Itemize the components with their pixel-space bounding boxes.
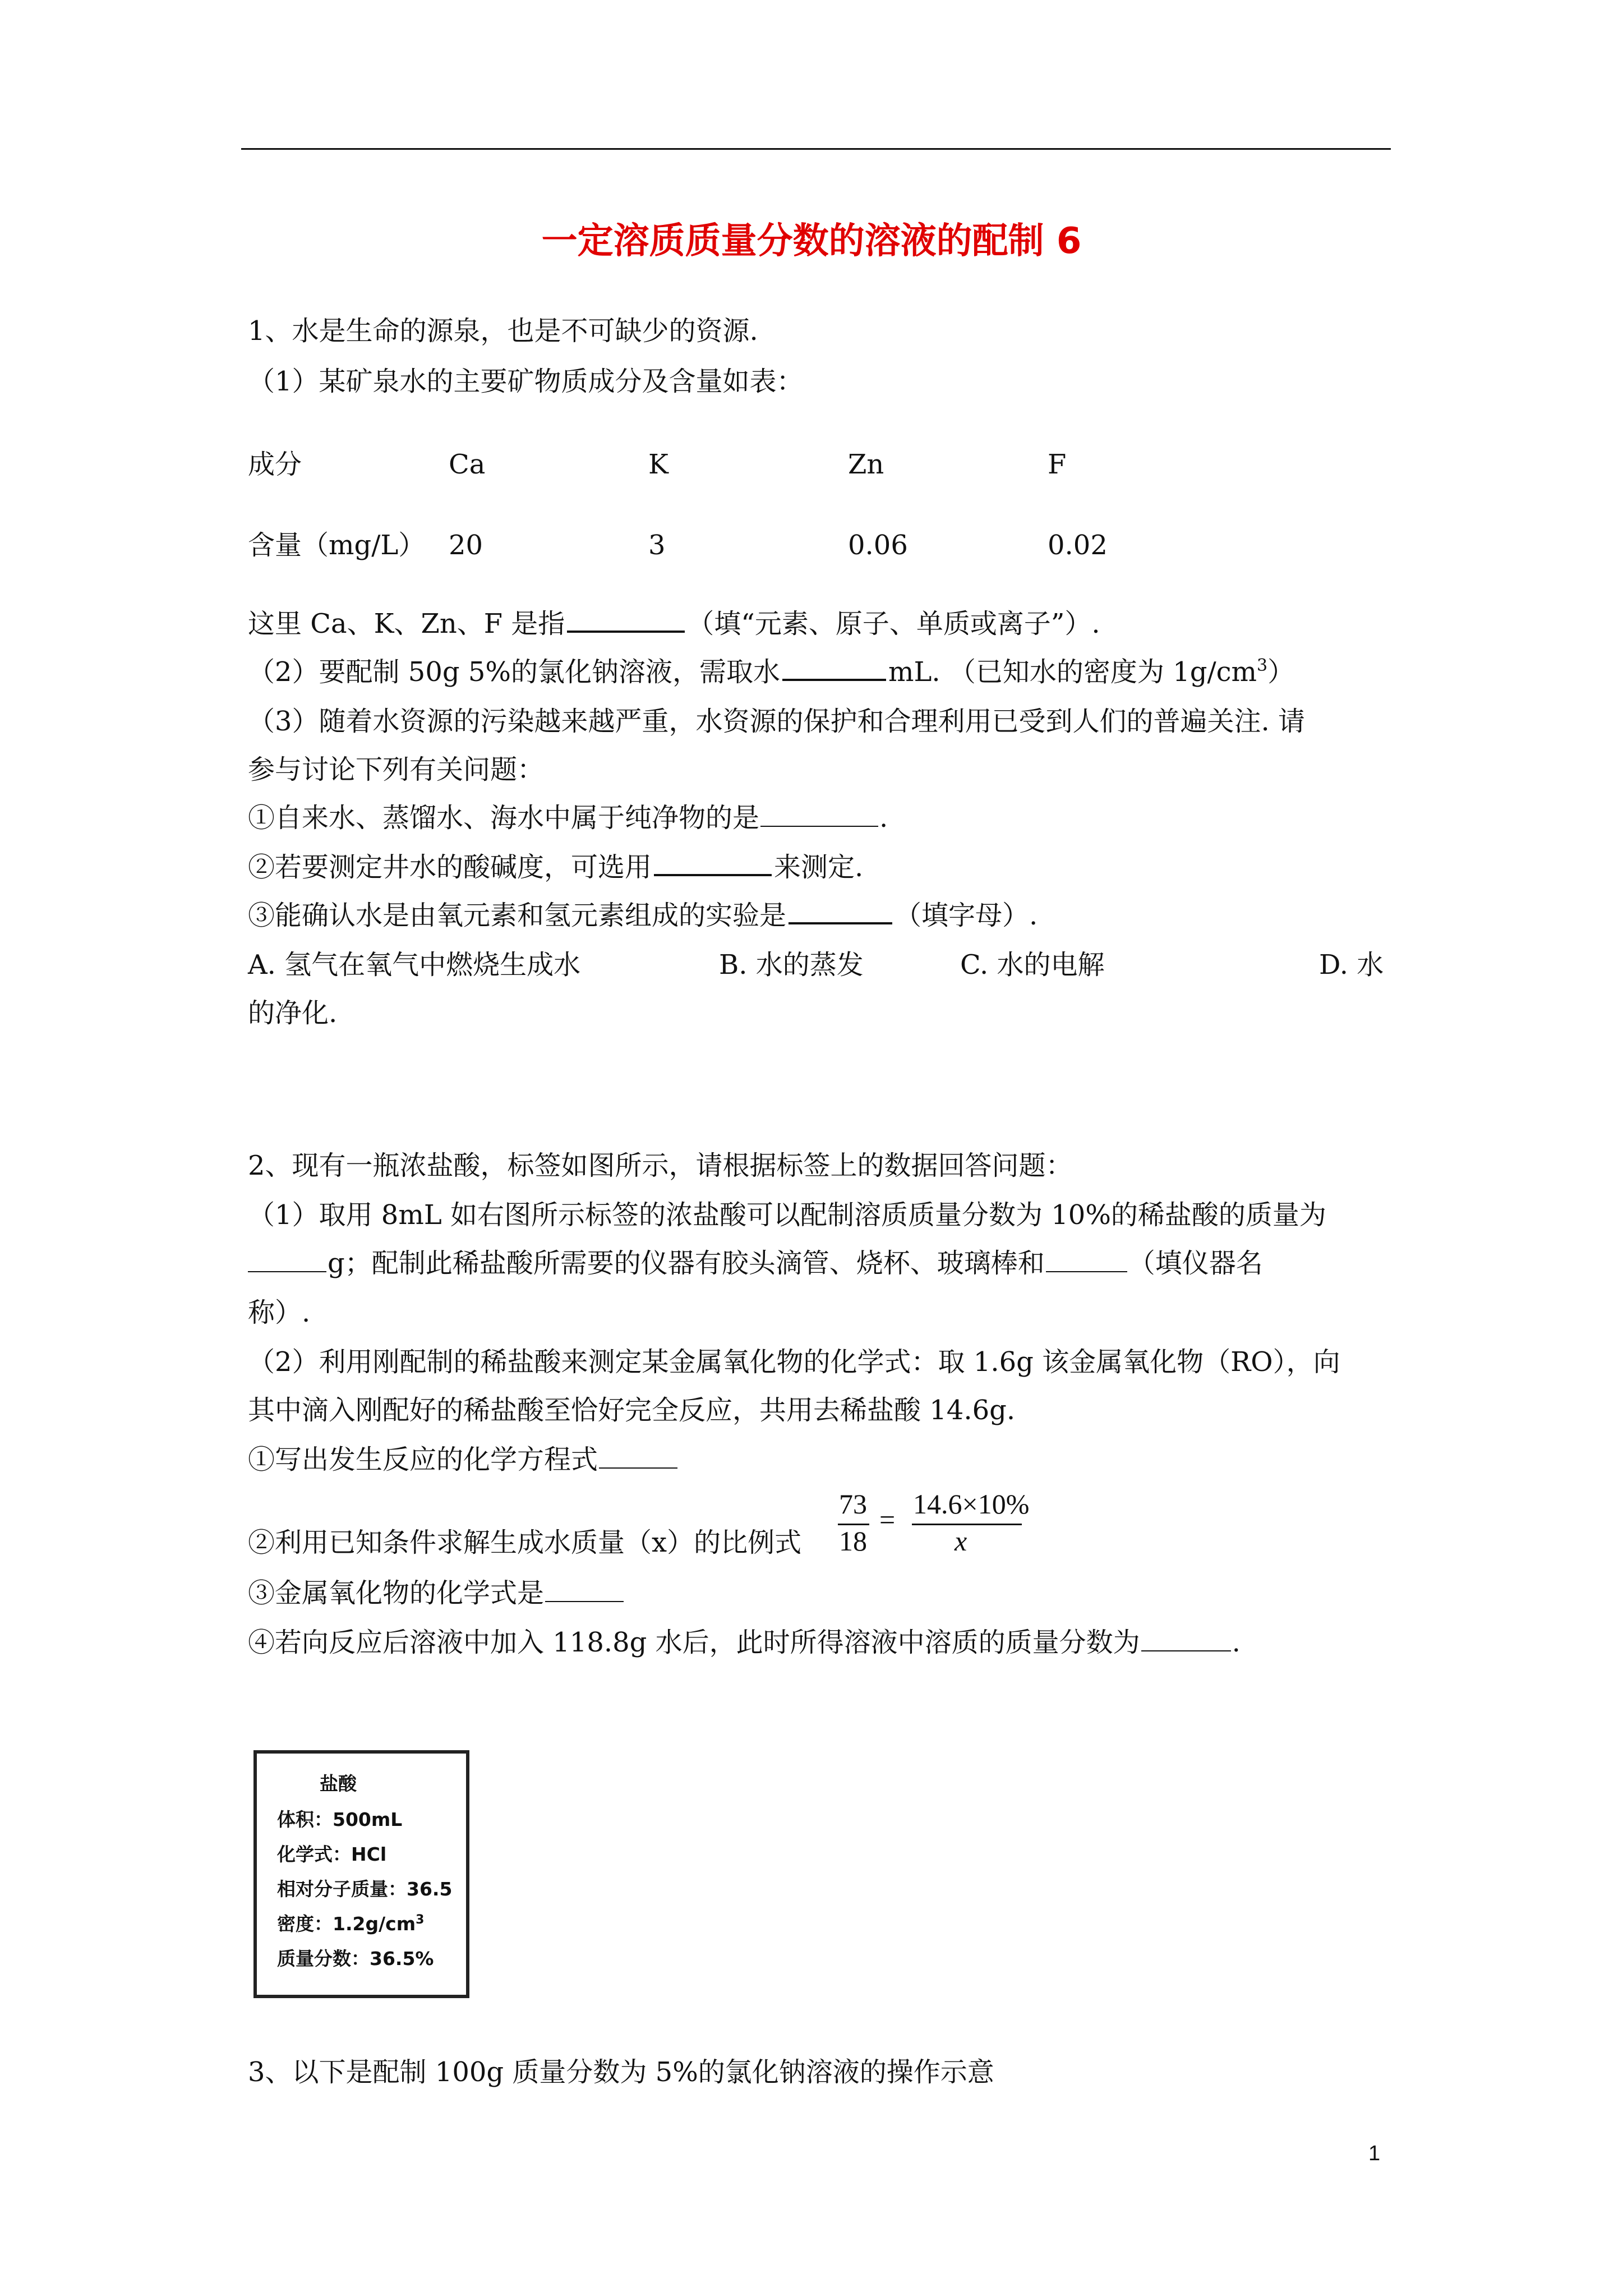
answer-blank[interactable] <box>760 801 878 827</box>
q2-line-2-mid: g；配制此稀盐酸所需要的仪器有胶头滴管、烧杯、玻璃棒和 <box>328 1248 1045 1279</box>
fraction-numerator: 14.6×10% <box>913 1488 1030 1520</box>
table-header-cell: F <box>1048 449 1067 480</box>
q1-line-a-post: （填“元素、原子、单质或离子”）. <box>687 608 1100 639</box>
q1-line-b-end: ） <box>1267 656 1295 688</box>
label-molar-mass: 相对分子质量：36.5 <box>277 1878 453 1900</box>
q2-line-2-post: （填仪器名 <box>1128 1248 1263 1279</box>
header-rule <box>241 148 1391 150</box>
label-mass-fraction: 质量分数：36.5% <box>277 1948 434 1970</box>
q1-line-g <box>248 898 1038 933</box>
q2-line-8 <box>248 1575 625 1611</box>
label-volume: 体积：500mL <box>277 1809 403 1830</box>
q2-line-3: 称）. <box>248 1297 311 1328</box>
q2-line-8-text: ③金属氧化物的化学式是 <box>248 1577 545 1609</box>
q1-line-e-post: . <box>879 802 888 834</box>
fraction-denominator: x <box>955 1525 967 1557</box>
q3-intro: 3、以下是配制 100g 质量分数为 5%的氯化钠溶液的操作示意 <box>248 2056 994 2088</box>
fraction-numerator: 73 <box>839 1488 867 1520</box>
q2-intro: 2、现有一瓶浓盐酸，标签如图所示，请根据标签上的数据回答问题： <box>248 1150 1073 1181</box>
q1-line-c: （3）随着水资源的污染越来越严重，水资源的保护和合理利用已受到人们的普遍关注. 请 <box>248 706 1306 737</box>
answer-blank[interactable] <box>782 654 886 681</box>
table-cell: 0.02 <box>1048 530 1108 561</box>
q1-line-b <box>248 654 1294 690</box>
table-header-cell: K <box>648 449 668 480</box>
option-d-continued: 的净化. <box>248 997 338 1029</box>
q1-line-f-pre: ②若要测定井水的酸碱度，可选用 <box>248 852 652 883</box>
q1-line-d: 参与讨论下列有关问题： <box>248 754 545 785</box>
q1-line-e-pre: ①自来水、蒸馏水、海水中属于纯净物的是 <box>248 802 760 834</box>
answer-blank[interactable] <box>789 898 892 924</box>
q2-line-9-pre: ④若向反应后溶液中加入 118.8g 水后，此时所得溶液中溶质的质量分数为 <box>248 1627 1140 1658</box>
q2-line-9 <box>248 1625 1241 1660</box>
table-header-cell: Zn <box>848 449 884 480</box>
answer-blank[interactable] <box>567 606 685 633</box>
label-density <box>277 1910 424 1936</box>
answer-blank[interactable] <box>1046 1246 1127 1272</box>
answer-blank[interactable] <box>1141 1626 1231 1651</box>
page-number: 1 <box>1368 2142 1381 2165</box>
superscript: 3 <box>416 1913 425 1927</box>
q1-part1: （1）某矿泉水的主要矿物质成分及含量如表： <box>248 366 804 397</box>
q1-line-a-pre: 这里 Ca、K、Zn、F 是指 <box>248 608 565 639</box>
q1-line-g-pre: ③能确认水是由氧元素和氢元素组成的实验是 <box>248 900 787 931</box>
q2-line-5: 其中滴入刚配好的稀盐酸至恰好完全反应，共用去稀盐酸 14.6g. <box>248 1395 1016 1426</box>
table-cell: 20 <box>449 530 483 561</box>
q1-line-g-post: （填字母）. <box>895 900 1038 931</box>
table-cell: 0.06 <box>848 530 908 561</box>
answer-blank[interactable] <box>599 1443 677 1469</box>
q1-line-f-post: 来测定. <box>774 852 864 883</box>
table-cell: 3 <box>648 530 666 561</box>
answer-blank[interactable] <box>545 1576 624 1602</box>
equals-sign: = <box>879 1504 896 1535</box>
q1-line-e <box>248 800 888 836</box>
q1-line-f <box>248 849 863 885</box>
q2-line-7: ②利用已知条件求解生成水质量（x）的比例式 <box>248 1527 802 1558</box>
option-c: C. 水的电解 <box>960 949 1105 981</box>
label-density-text: 密度：1.2g/cm <box>277 1913 416 1935</box>
q2-line-4: （2）利用刚配制的稀盐酸来测定某金属氧化物的化学式：取 1.6g 该金属氧化物（RO），向 <box>248 1346 1340 1378</box>
q2-line-1: （1）取用 8mL 如右图所示标签的浓盐酸可以配制溶质质量分数为 10%的稀盐酸的质量为 <box>248 1199 1326 1231</box>
acid-label-image <box>253 1750 469 1998</box>
fraction-denominator: 18 <box>839 1525 867 1557</box>
q1-intro: 1、水是生命的源泉，也是不可缺少的资源. <box>248 315 758 347</box>
answer-blank[interactable] <box>654 849 772 876</box>
label-title: 盐酸 <box>320 1773 357 1795</box>
q2-line-2 <box>248 1245 1263 1281</box>
answer-blank[interactable] <box>248 1246 326 1272</box>
q1-line-a <box>248 606 1100 642</box>
q1-line-b-pre: （2）要配制 50g 5%的氯化钠溶液，需取水 <box>248 656 781 688</box>
superscript: 3 <box>1257 656 1268 675</box>
q1-line-b-post: mL. （已知水的密度为 1g/cm <box>888 656 1257 688</box>
table-header-cell: Ca <box>449 449 486 480</box>
page-title: 一定溶质质量分数的溶液的配制 6 <box>541 220 1082 262</box>
option-d: D. 水 <box>1319 949 1384 981</box>
table-header-cell: 成分 <box>248 449 302 480</box>
table-cell: 含量（mg/L） <box>248 530 426 561</box>
option-a: A. 氢气在氧气中燃烧生成水 <box>248 949 581 981</box>
q2-line-6 <box>248 1442 679 1478</box>
label-formula: 化学式：HCl <box>277 1843 387 1865</box>
q2-line-6-text: ①写出发生反应的化学方程式 <box>248 1444 598 1475</box>
option-b: B. 水的蒸发 <box>719 949 864 981</box>
q2-line-9-post: . <box>1232 1627 1241 1658</box>
